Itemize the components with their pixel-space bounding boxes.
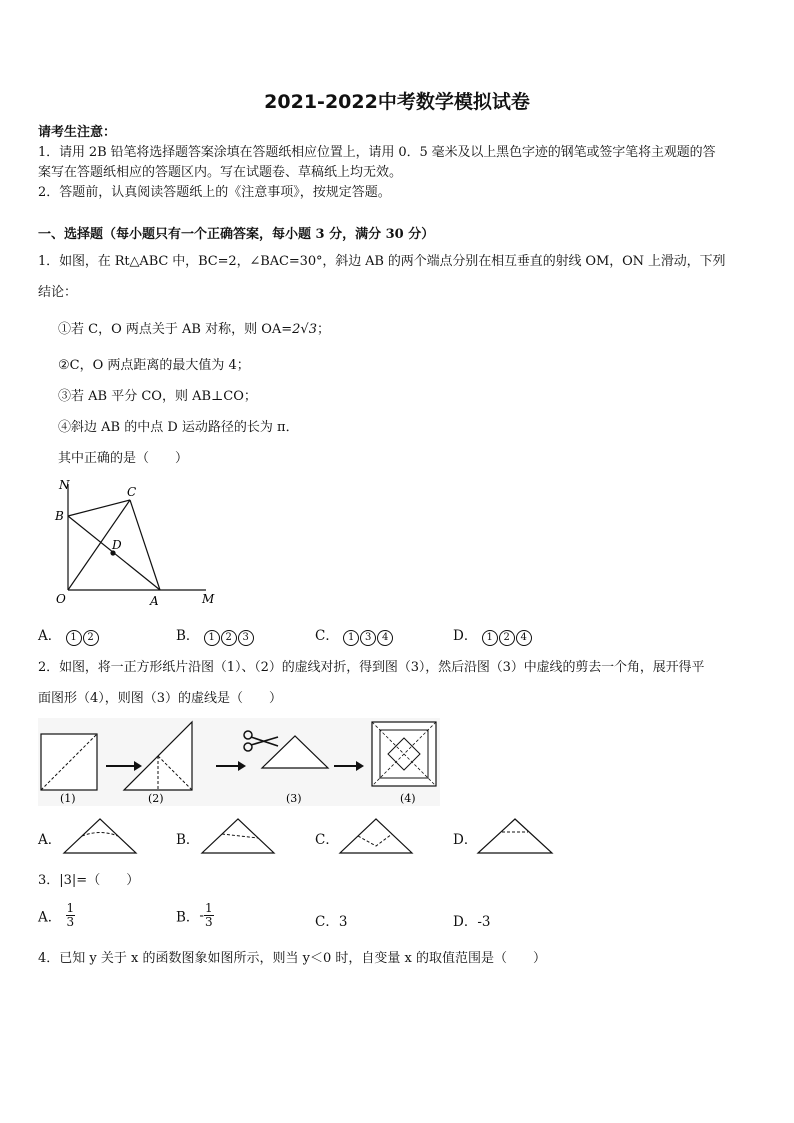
circled-num: 4	[377, 630, 393, 646]
circled-num: 2	[221, 630, 237, 646]
q3-option-c-letter: C．	[315, 914, 339, 930]
label-c: C	[127, 485, 137, 499]
q2-option-a-letter[interactable]: A．	[38, 832, 62, 848]
q3-option-b-fraction	[204, 902, 214, 929]
q3-option-a[interactable]	[38, 902, 75, 929]
q2-option-c-letter[interactable]: C．	[315, 832, 339, 848]
circled-num: 2	[499, 630, 515, 646]
circled-num: 1	[343, 630, 359, 646]
circled-num: 1	[66, 630, 82, 646]
q1-option-d[interactable]	[453, 624, 533, 646]
q1-option-d-letter: D．	[453, 628, 478, 644]
q1-statement-4: ④斜边 AB 的中点 D 运动路径的长为 π．	[58, 420, 299, 435]
label-m: M	[202, 592, 215, 606]
q1-stem-b: 结论：	[38, 285, 78, 300]
q3-option-b-sign: -	[199, 907, 204, 924]
q1-ask: 其中正确的是（ ）	[58, 451, 189, 466]
q1-statement-3: ③若 AB 平分 CO，则 AB⊥CO；	[58, 389, 257, 404]
q3-option-c-value: 3	[338, 914, 348, 930]
notice-line-2: 2．答题前，认真阅读答题纸上的《注意事项》，按规定答题。	[38, 185, 391, 200]
q1-statement-2: ②C，O 两点距离的最大值为 4；	[58, 358, 250, 373]
circled-num: 2	[83, 630, 99, 646]
label-n: N	[59, 478, 70, 492]
q1-option-c-letter: C．	[315, 628, 339, 644]
q2-option-d-letter[interactable]: D．	[453, 832, 478, 848]
q3-stem: 3．|3|=（ ）	[38, 873, 140, 888]
q1-statement-1-value: 2√3	[292, 322, 317, 337]
label-o: O	[56, 592, 66, 606]
circled-num: 1	[204, 630, 220, 646]
notice-line-1a: 1．请用 2B 铅笔将选择题答案涂填在答题纸相应位置上，请用 0．5 毫米及以上黑色字迹的钢笔或签字笔将主观题的答	[38, 145, 716, 160]
fraction-numerator: 1	[204, 901, 213, 915]
q2-option-a-figure[interactable]	[62, 816, 138, 856]
q3-option-b-letter: B．	[176, 909, 200, 926]
label-b: B	[55, 509, 64, 523]
section-heading: 一、选择题（每小题只有一个正确答案，每小题 3 分，满分 30 分）	[38, 227, 435, 242]
notice-line-1b: 案写在答题纸相应的答题区内。写在试题卷、草稿纸上均无效。	[38, 165, 403, 180]
q1-option-b-letter: B．	[176, 628, 200, 644]
fraction-numerator: 1	[66, 901, 75, 915]
q2-figure	[38, 718, 440, 806]
q2-option-c-figure[interactable]	[338, 816, 414, 856]
fig-label-2: (2)	[148, 792, 164, 805]
q2-stem-b: 面图形（4），则图（3）的虚线是（ ）	[38, 691, 283, 706]
q3-option-a-fraction	[66, 902, 76, 929]
q1-figure	[50, 476, 230, 611]
fig-label-3: (3)	[286, 792, 302, 805]
q1-statement-1-text: ①若 C，O 两点关于 AB 对称，则 OA=	[58, 322, 293, 337]
fraction-denominator: 3	[66, 915, 75, 929]
circled-num: 1	[482, 630, 498, 646]
q3-option-d-value: -3	[477, 914, 491, 930]
label-d: D	[112, 538, 122, 552]
q2-option-b-figure[interactable]	[200, 816, 276, 856]
q1-option-a-letter: A．	[38, 628, 62, 644]
q1-statement-1-end: ；	[316, 322, 330, 337]
q3-option-a-letter: A．	[38, 909, 62, 926]
q1-option-a[interactable]	[38, 624, 100, 646]
q1-statement-1	[58, 318, 330, 337]
q2-option-d-figure[interactable]	[476, 816, 554, 856]
q3-option-d-letter: D．	[453, 914, 478, 930]
circled-num: 4	[516, 630, 532, 646]
q1-stem-a: 1．如图，在 Rt△ABC 中，BC=2，∠BAC=30°，斜边 AB 的两个端点分别在相互垂直的射线 OM，ON 上滑动，下列	[38, 254, 726, 269]
fig-label-1: (1)	[60, 792, 76, 805]
circled-num: 3	[360, 630, 376, 646]
circled-num: 3	[238, 630, 254, 646]
q2-stem-a: 2．如图，将一正方形纸片沿图（1）、（2）的虚线对折，得到图（3），然后沿图（3）中虚线的剪去一个角，展开得平	[38, 660, 705, 675]
q3-option-c[interactable]	[315, 910, 347, 930]
page-title: 2021-2022中考数学模拟试卷	[264, 91, 530, 113]
segment-ca	[130, 500, 160, 590]
fraction-denominator: 3	[204, 915, 213, 929]
q3-option-b[interactable]	[176, 902, 214, 929]
q1-option-c[interactable]	[315, 624, 394, 646]
q3-option-d[interactable]	[453, 910, 490, 930]
q4-stem: 4．已知 y 关于 x 的函数图象如图所示，则当 y＜0 时，自变量 x 的取值范围是（ ）	[38, 951, 546, 966]
label-a: A	[150, 594, 159, 608]
fig-label-4: (4)	[400, 792, 416, 805]
q1-option-b[interactable]	[176, 624, 255, 646]
q2-option-b-letter[interactable]: B．	[176, 832, 200, 848]
notice-heading: 请考生注意：	[38, 125, 117, 140]
